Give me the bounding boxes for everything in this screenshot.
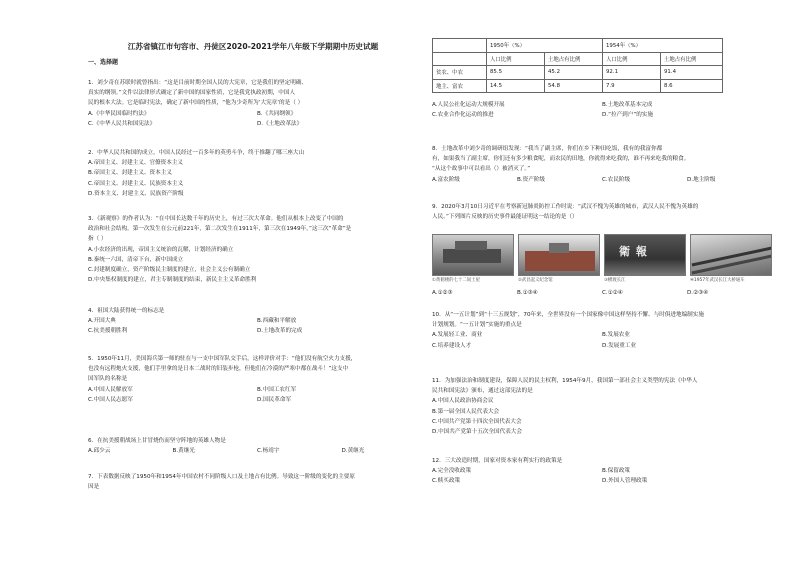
option[interactable]: A.中国人民政治协商会议 [432, 398, 494, 405]
option[interactable]: D.国民革命军 [257, 396, 292, 403]
table-cell: 地主、富农 [433, 79, 487, 93]
question-stem: 有，如果我当了副主席，你们还有多少粮食呢，而农民的田地，你就得来吃我的，谁不再来吃我的粮食。 [432, 156, 690, 163]
question-stem: 民的根本大法。它是临时宪法，确定了新中国的性质，“他为少奇所为‘大宪章’的是（ ） [88, 100, 304, 107]
option[interactable]: B.秦统一六国，清帝下台，新中国成立 [88, 256, 184, 263]
question-8 [432, 144, 772, 185]
option[interactable]: A.富农阶级 [432, 176, 460, 183]
question-6 [88, 436, 426, 456]
photo-captions [432, 277, 772, 283]
question-4 [88, 306, 426, 337]
question-stem: 计划规划。“一五计划”实施的重点是 [432, 322, 522, 329]
question-stem: 也没有远程炮火支援，他们手里拿的是日本二战时的旧装步枪，但他们在冷漠的严寒中都在战斗！”这支中 [88, 366, 349, 373]
question-stem: 2．中华人民共和国的成立，中国人民经过一百多年的英勇斗争，终于推翻了哪三座大山 [88, 150, 305, 156]
question-stem: 7．下表数据反映了1950年和1954年中国农村不同阶级人口及土地占有比例。导致这一阶级的变化的主要原 [88, 474, 355, 480]
option[interactable]: B.《共同纲领》 [257, 110, 297, 117]
option[interactable]: B.①③④ [517, 290, 538, 296]
table-row [433, 52, 723, 66]
question-stem: “从这个故事中可以看出（）被消灭了。” [432, 166, 531, 173]
table-cell [433, 39, 487, 53]
option[interactable]: D.发展重工业 [602, 342, 637, 349]
page-title: 江苏省镇江市句容市、丹徒区2020-2021学年八年级下学期期中历史试题 [127, 42, 379, 51]
question-3 [88, 214, 426, 285]
table-cell: 人口比例 [603, 52, 661, 66]
question-stem: 10．从“一五计划”到“十三五规划”，70年来，全世界没有一个国家像中国这样坚持不懈、与时俱进地编制实施 [432, 312, 704, 318]
option[interactable]: A.完全没收政策 [432, 468, 472, 475]
option[interactable]: A.小农经济的出现，帝国主义统治的瓦解，计划经济的确立 [88, 246, 234, 253]
option[interactable]: C.封建制度确立，资产阶级民主制度的建立，社会主义公有制确立 [88, 267, 251, 274]
option[interactable]: D.“拉产到户”的实施 [602, 112, 654, 119]
option[interactable]: C.抗美援朝胜利 [88, 328, 128, 335]
question-1 [88, 78, 426, 129]
option[interactable]: B.资产阶级 [517, 176, 545, 183]
question-stem: 指（ ） [88, 236, 107, 243]
option[interactable]: C.帝国主义、封建主义、民族资本主义 [88, 180, 184, 187]
section-heading: 一、选择题 [88, 59, 119, 66]
table-cell: 91.4 [661, 66, 723, 80]
option[interactable]: D.中国共产党第十五次全国代表大会 [432, 429, 522, 436]
option[interactable]: D.资本主义、封建主义、民族资产阶级 [88, 190, 184, 197]
question-stem: 12．三大改造时期，国家对资本家有利实行的政策是 [432, 458, 563, 464]
table-cell: 54.8 [545, 79, 603, 93]
option[interactable]: B.发展农业 [602, 332, 630, 339]
table-cell: 人口比例 [487, 52, 545, 66]
table-cell: 1954年（%） [603, 39, 723, 53]
option[interactable]: C.培养建设人才 [432, 342, 472, 349]
table-cell: 7.9 [603, 79, 661, 93]
option[interactable]: B.西藏和平解放 [257, 318, 297, 325]
table-cell: 贫农、中农 [433, 66, 487, 80]
option[interactable]: B.土地改革基本完成 [602, 102, 653, 108]
options [432, 466, 772, 486]
option[interactable]: D.黄继光 [341, 448, 365, 455]
photo-caption: ④1957年武汉长江大桥通车 [690, 278, 745, 283]
photo-caption: ②武昌起义纪念馆 [518, 278, 553, 283]
option[interactable]: D.土地改革的完成 [257, 328, 303, 335]
options [432, 100, 772, 120]
table-cell: 8.6 [661, 79, 723, 93]
question-12 [432, 456, 772, 487]
table-row [433, 79, 723, 93]
option[interactable]: A.中国人民解放军 [88, 386, 133, 393]
option[interactable]: A.发展轻工业、商业 [432, 332, 483, 339]
photo-4-image [690, 234, 772, 276]
question-5 [88, 354, 426, 405]
option[interactable]: C.中国人民志愿军 [88, 396, 133, 403]
option[interactable]: B.第一届全国人民代表大会 [432, 408, 500, 415]
question-7 [88, 472, 426, 492]
table-cell: 14.5 [487, 79, 545, 93]
question-10 [432, 310, 772, 351]
option[interactable]: A.帝国主义、封建主义、官僚资本主义 [88, 160, 184, 167]
question-stem: 政治和社会结构。第一次发生在公元前221年，第二次发生在1911年，第三次在1949年。”这三次“革命”是 [88, 226, 352, 233]
table-row [433, 66, 723, 80]
options [432, 288, 772, 298]
option[interactable]: B.中国工农红军 [257, 386, 297, 393]
question-stem: 国军队的名称是 [88, 376, 128, 383]
question-stem: 3．《新观察》的作者认为：“在中国长达数千年的历史上，有过三次大革命。他们从根本上改变了中国的 [88, 216, 344, 222]
question-9-options [432, 288, 772, 298]
option[interactable]: A.①②③ [432, 290, 453, 296]
option[interactable]: C.农民阶级 [602, 176, 631, 183]
options [88, 316, 426, 336]
table-row [433, 39, 723, 53]
photo-3-headline: 衛 報 [619, 245, 648, 258]
table-cell: 92.1 [603, 66, 661, 80]
question-stem: 8．土地改革中刘少奇的调研组发现：“我当了副主席，你们在乡下种田吃饭，我有的我富你都 [432, 146, 663, 152]
option[interactable]: B.保留政策 [602, 468, 630, 475]
question-stem: 1．刘少奇在苏联时就曾指出：“这是目前时期全国人民的大宪章，它是我们的坚定明确、 [88, 80, 308, 86]
option[interactable]: D.②③④ [687, 290, 709, 296]
question-9 [432, 202, 772, 222]
option[interactable]: D.外国人管理政策 [602, 478, 648, 485]
table-cell: 45.2 [545, 66, 603, 80]
option[interactable]: C.《中华人民共和国宪法》 [88, 120, 156, 127]
question-stem: 人民。”下列图片反映的历史事件最能证明这一结论的是（） [432, 214, 578, 221]
option[interactable]: A.开国大典 [88, 318, 116, 325]
options [88, 446, 426, 456]
table-cell: 土地占有比例 [661, 52, 723, 66]
photo-caption: ①黄鹤楼的七十二间土屋 [432, 278, 480, 283]
options [88, 109, 426, 129]
option[interactable]: A.邱少云 [88, 448, 111, 455]
photo-caption: ③横渡长江 [604, 278, 626, 283]
option[interactable]: C.①②④ [602, 290, 623, 296]
question-7-options [432, 100, 772, 120]
options [88, 385, 426, 405]
question-stem: 真实的纲领。”文件以法律形式确定了新中国的国家性质，它是我党执政初期，中国人 [88, 90, 296, 97]
question-stem: 民共和国宪法》颁布，通过这部宪法的是 [432, 388, 533, 395]
table-cell: 85.5 [487, 66, 545, 80]
options [432, 175, 772, 185]
question-11 [432, 376, 772, 437]
data-table [432, 38, 723, 93]
question-stem: 5．1950年11月，美国海兵第一师的驻在与一支中国军队交手后，这样评价对手：“他们没有航空火力支援， [88, 356, 357, 362]
option[interactable]: B.黄继光 [172, 448, 195, 455]
question-stem: 6．在抗美援朝战场上甘冒烧伤而坚守阵地的英雄人物是 [88, 438, 226, 444]
table-cell: 1950年（%） [487, 39, 603, 53]
photo-strip [432, 234, 772, 276]
option[interactable]: D.《土地改革法》 [257, 120, 303, 127]
option[interactable]: C.中国共产党第十四次全国代表大会 [432, 418, 522, 425]
question-stem: 因是 [88, 484, 100, 491]
question-stem: 4．祖国大陆获得统一的标志是 [88, 308, 165, 314]
option[interactable]: D.地主阶级 [687, 176, 716, 183]
photo-3-image [604, 234, 686, 276]
table-cell: 土地占有比例 [545, 52, 603, 66]
option[interactable]: B.帝国主义、封建主义、资本主义 [88, 170, 172, 177]
option[interactable]: A.《中华民国临时约法》 [88, 110, 150, 117]
table-cell [433, 52, 487, 66]
option[interactable]: C.杨靖宇 [257, 448, 280, 455]
options [432, 330, 772, 350]
photo-2-image [518, 234, 600, 276]
option[interactable]: C.农业合作化运动的推进 [432, 112, 494, 119]
option[interactable]: C.赎买政策 [432, 478, 461, 485]
question-stem: 9．2020年3月10日习近平在考察新冠肺炎防控工作时说：“武汉不愧为英雄的城市，武汉人民不愧为英雄的 [432, 204, 699, 210]
option[interactable]: D.中央集权制度的建立，君主专制制度的结束，新民主主义革命胜利 [88, 277, 257, 284]
question-2 [88, 148, 426, 199]
photo-1-image [432, 234, 514, 276]
question-stem: 11．为加强法治和制度建设，保障人民的民主权利，1954年9月，我国第一部社会主义类型的宪法《中华人 [432, 378, 698, 384]
option[interactable]: A.人民公社化运动大规模开展 [432, 102, 505, 108]
